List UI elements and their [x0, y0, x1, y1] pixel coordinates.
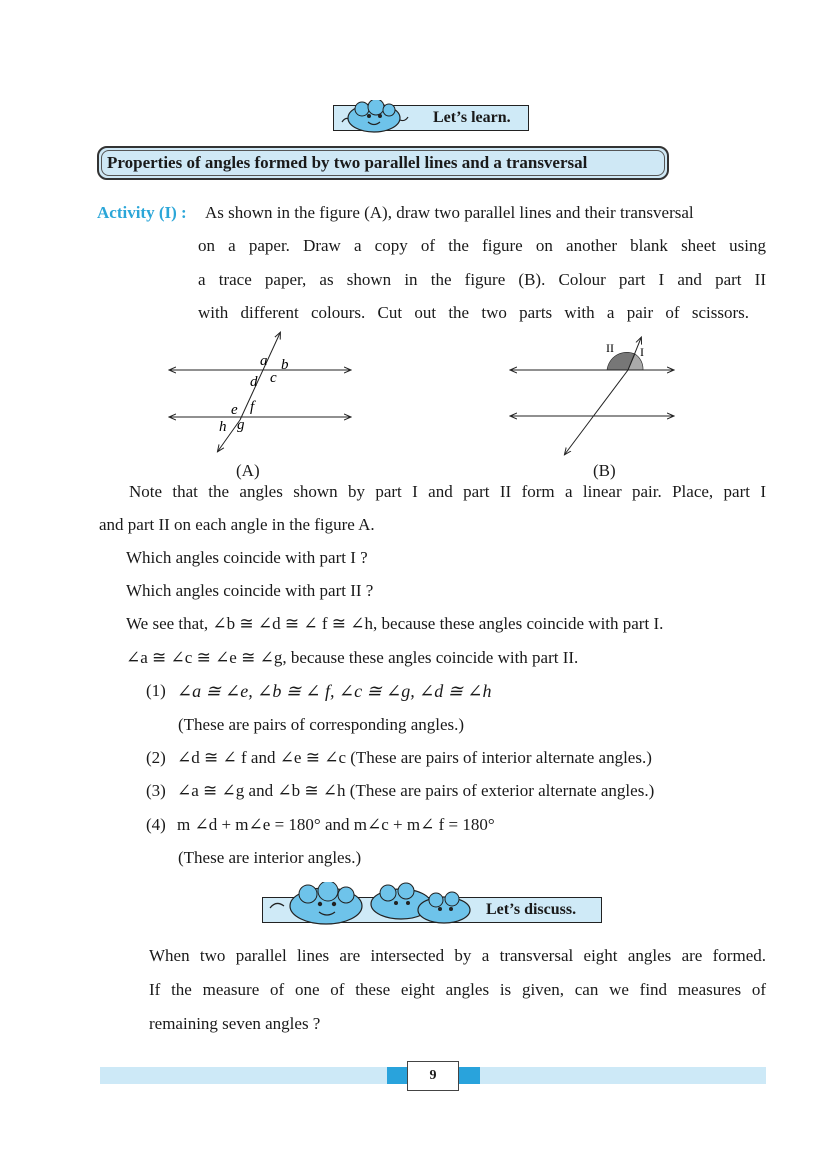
figure-b-caption: (B) — [593, 461, 616, 480]
figure-a-caption: (A) — [236, 461, 260, 480]
list-item-2-number: (2) — [146, 748, 166, 767]
statement-2: ∠a ≅ ∠c ≅ ∠e ≅ ∠g, because these angles coincide with part II. — [126, 648, 579, 667]
angle-label-e: e — [231, 402, 238, 418]
list-item-4-text: m ∠d + m∠e = 180° and m∠c + m∠ f = 180° — [177, 815, 495, 834]
statement-1: We see that, ∠b ≅ ∠d ≅ ∠ f ≅ ∠h, because these angles coincide with part I. — [126, 614, 664, 633]
cloud-mascot-icon — [336, 100, 432, 136]
angle-label-f: f — [250, 399, 255, 415]
figure-b-diagram — [505, 330, 685, 460]
list-item-1-number: (1) — [146, 681, 166, 700]
question-1: Which angles coincide with part I ? — [126, 548, 368, 567]
list-item-3-text: ∠a ≅ ∠g and ∠b ≅ ∠h (These are pairs of exterior alternate angles.) — [177, 781, 655, 800]
figure-a-diagram — [160, 325, 360, 455]
list-item-4-note: (These are interior angles.) — [178, 848, 362, 867]
angle-label-h: h — [219, 419, 227, 435]
page-number: 9 — [429, 1068, 437, 1083]
section-title: Properties of angles formed by two parallel lines and a transversal — [107, 153, 588, 172]
list-item-1-note: (These are pairs of corresponding angles.) — [178, 715, 465, 734]
part-2-label: II — [606, 341, 614, 355]
note-line-2: and part II on each angle in the figure A. — [99, 515, 375, 534]
discussing-clouds-icon — [266, 882, 476, 928]
list-item-4-number: (4) — [146, 815, 166, 834]
angle-label-g: g — [237, 417, 245, 433]
angle-label-d: d — [250, 374, 258, 390]
activity-label: Activity (I) : — [97, 203, 187, 222]
lets-learn-label: Let’s learn. — [433, 109, 511, 126]
note-line-1: Note that the angles shown by part I and part II form a linear pair. Place, part I — [129, 482, 766, 501]
activity-line-4: with different colours. Cut out the two parts with a pair of scissors. — [198, 303, 749, 322]
lets-discuss-label: Let’s discuss. — [486, 901, 577, 918]
activity-line-3: a trace paper, as shown in the figure (B). Colour part I and part II — [198, 270, 766, 289]
list-item-2-text: ∠d ≅ ∠ f and ∠e ≅ ∠c (These are pairs of interior alternate angles.) — [177, 748, 652, 767]
list-item-1-text: ∠a ≅ ∠e, ∠b ≅ ∠ f, ∠c ≅ ∠g, ∠d ≅ ∠h — [177, 681, 492, 701]
question-2: Which angles coincide with part II ? — [126, 581, 374, 600]
part-1-label: I — [640, 345, 644, 359]
angle-label-c: c — [270, 370, 277, 386]
angle-label-b: b — [281, 357, 289, 373]
discussion-line-2: If the measure of one of these eight angles is given, can we find measures of — [149, 980, 766, 999]
activity-line-2: on a paper. Draw a copy of the figure on another blank sheet using — [198, 236, 766, 255]
angle-label-a: a — [260, 353, 268, 369]
list-item-3-number: (3) — [146, 781, 166, 800]
activity-line-1: As shown in the figure (A), draw two parallel lines and their transversal — [205, 203, 694, 222]
discussion-line-3: remaining seven angles ? — [149, 1014, 321, 1033]
discussion-line-1: When two parallel lines are intersected by a transversal eight angles are formed. — [149, 946, 766, 965]
